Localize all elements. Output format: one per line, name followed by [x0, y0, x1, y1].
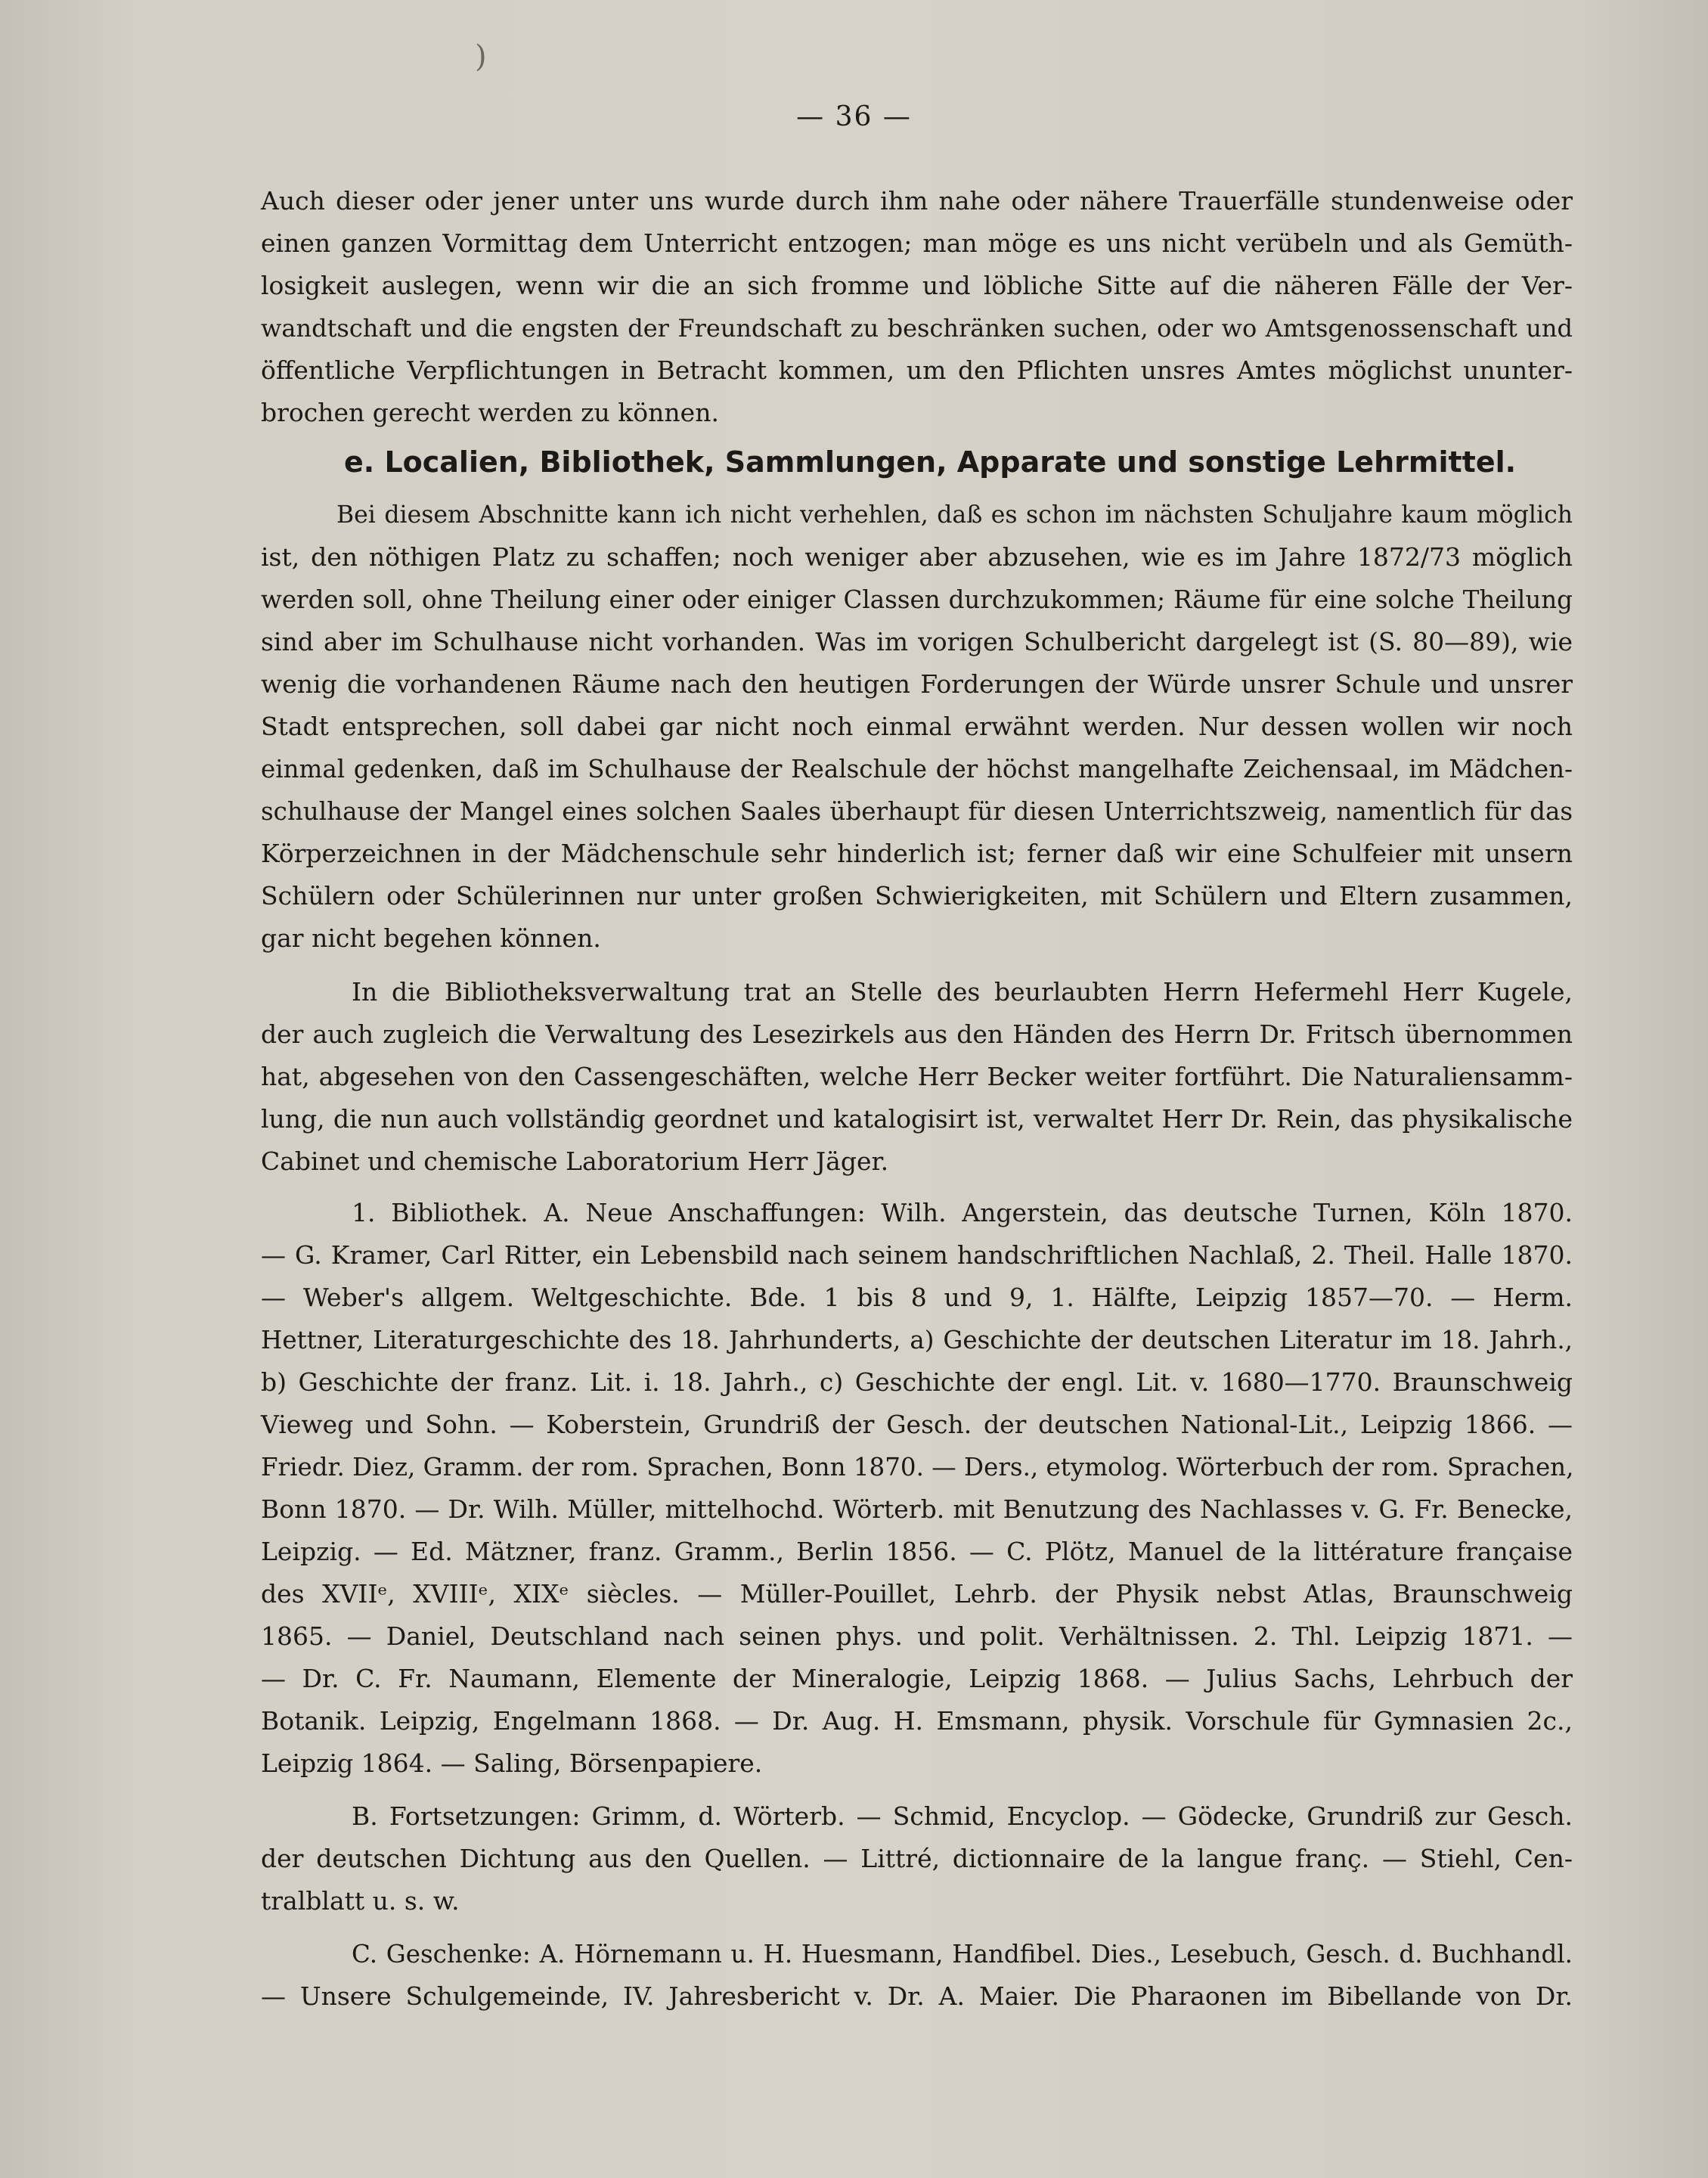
margin-mark: )	[475, 39, 487, 74]
text-line: Bei diesem Abschnitte kann ich nicht verhehlen, daß es schon im nächsten Schuljahre kaum möglich	[336, 501, 1573, 529]
text-line: 1865. — Daniel, Deutschland nach seinen phys. und polit. Verhältnissen. 2. Thl. Leipzig 1871. —	[261, 1621, 1573, 1651]
page-number: — 36 —	[796, 101, 912, 132]
text-line: ist, den nöthigen Platz zu schaffen; noch weniger aber abzusehen, wie es im Jahre 1872/73 möglich	[261, 542, 1573, 572]
text-line: der auch zugleich die Verwaltung des Lesezirkels aus den Händen des Herrn Dr. Fritsch übernommen	[261, 1019, 1573, 1049]
text-line: Friedr. Diez, Gramm. der rom. Sprachen, Bonn 1870. — Ders., etymolog. Wörterbuch der rom. Sprachen,	[261, 1453, 1574, 1481]
text-line: öffentliche Verpflichtungen in Betracht kommen, um den Pflichten unsres Amtes möglichst ununter-	[261, 355, 1573, 385]
text-line: lung, die nun auch vollständig geordnet und katalogisirt ist, verwaltet Herr Dr. Rein, das physikalische	[261, 1104, 1573, 1134]
text-line: Vieweg und Sohn. — Koberstein, Grundriß der Gesch. der deutschen National-Lit., Leipzig 1866. —	[261, 1410, 1573, 1439]
text-line: Leipzig. — Ed. Mätzner, franz. Gramm., Berlin 1856. — C. Plötz, Manuel de la littérature française	[261, 1537, 1573, 1566]
text-line: Bonn 1870. — Dr. Wilh. Müller, mittelhochd. Wörterb. mit Benutzung des Nachlasses v. G. Fr. Benecke,	[261, 1494, 1573, 1524]
text-line: In die Bibliotheksverwaltung trat an Stelle des beurlaubten Herrn Hefermehl Herr Kugele,	[352, 977, 1573, 1007]
text-line: — Dr. C. Fr. Naumann, Elemente der Mineralogie, Leipzig 1868. — Julius Sachs, Lehrbuch der	[261, 1664, 1573, 1693]
text-line: B. Fortsetzungen: Grimm, d. Wörterb. — Schmid, Encyclop. — Gödecke, Grundriß zur Gesch.	[352, 1801, 1573, 1831]
text-line: Stadt entsprechen, soll dabei gar nicht noch einmal erwähnt werden. Nur dessen wollen wir noch	[261, 712, 1573, 741]
text-line: Hettner, Literaturgeschichte des 18. Jahrhunderts, a) Geschichte der deutschen Literatur im 18. Jahrh.,	[261, 1326, 1573, 1354]
text-line: 1. Bibliothek. A. Neue Anschaffungen: Wilh. Angerstein, das deutsche Turnen, Köln 1870.	[352, 1198, 1573, 1227]
text-line: Körperzeichnen in der Mädchenschule sehr hinderlich ist; ferner daß wir eine Schulfeier mit unsern	[261, 839, 1573, 868]
section-heading: e. Localien, Bibliothek, Sammlungen, Apparate und sonstige Lehrmittel.	[344, 445, 1517, 479]
text-line: Botanik. Leipzig, Engelmann 1868. — Dr. Aug. H. Emsmann, physik. Vorschule für Gymnasien 2c.,	[261, 1706, 1573, 1736]
text-line: — Unsere Schulgemeinde, IV. Jahresbericht v. Dr. A. Maier. Die Pharaonen im Bibellande von Dr.	[261, 1981, 1573, 2011]
text-line: schulhause der Mangel eines solchen Saales überhaupt für diesen Unterrichtszweig, namentlich für das	[261, 797, 1573, 826]
text-line: Cabinet und chemische Laboratorium Herr Jäger.	[261, 1146, 889, 1176]
text-line: — Weber's allgem. Weltgeschichte. Bde. 1 bis 8 und 9, 1. Hälfte, Leipzig 1857—70. — Herm.	[261, 1283, 1573, 1312]
text-line: Leipzig 1864. — Saling, Börsenpapiere.	[261, 1748, 763, 1778]
text-line: wenig die vorhandenen Räume nach den heutigen Forderungen der Würde unsrer Schule und unsrer	[261, 669, 1573, 699]
text-line: einmal gedenken, daß im Schulhause der Realschule der höchst mangelhafte Zeichensaal, im Mädchen-	[261, 755, 1573, 783]
text-line: — G. Kramer, Carl Ritter, ein Lebensbild nach seinem handschriftlichen Nachlaß, 2. Theil. Halle 1870.	[261, 1240, 1573, 1270]
text-line: hat, abgesehen von den Cassengeschäften, welche Herr Becker weiter fortführt. Die Naturaliensamm-	[261, 1062, 1573, 1091]
text-line: tralblatt u. s. w.	[261, 1886, 460, 1916]
text-line: Schülern oder Schülerinnen nur unter großen Schwierigkeiten, mit Schülern und Eltern zusammen,	[261, 881, 1573, 911]
text-line: losigkeit auslegen, wenn wir die an sich fromme und löbliche Sitte auf die näheren Fälle der Ver-	[261, 271, 1573, 300]
text-line: der deutschen Dichtung aus den Quellen. — Littré, dictionnaire de la langue franç. — Stiehl, Cen-	[261, 1844, 1573, 1873]
text-line: sind aber im Schulhause nicht vorhanden. Was im vorigen Schulbericht dargelegt ist (S. 80—89), wie	[261, 627, 1573, 656]
text-line: Auch dieser oder jener unter uns wurde durch ihm nahe oder nähere Trauerfälle stundenweise oder	[261, 186, 1573, 216]
text-line: einen ganzen Vormittag dem Unterricht entzogen; man möge es uns nicht verübeln und als Gemüth-	[261, 228, 1573, 258]
text-line: werden soll, ohne Theilung einer oder einiger Classen durchzukommen; Räume für eine solche Theilung	[261, 585, 1573, 614]
text-line: C. Geschenke: A. Hörnemann u. H. Huesmann, Handfibel. Dies., Lesebuch, Gesch. d. Buchhandl.	[352, 1940, 1573, 1969]
text-line: des XVIIᵉ, XVIIIᵉ, XIXᵉ siècles. — Müller-Pouillet, Lehrb. der Physik nebst Atlas, Braunschweig	[261, 1579, 1573, 1609]
text-line: brochen gerecht werden zu können.	[261, 398, 719, 427]
text-line: wandtschaft und die engsten der Freundschaft zu beschränken suchen, oder wo Amtsgenossenschaft und	[261, 314, 1573, 343]
text-line: gar nicht begehen können.	[261, 923, 601, 953]
text-line: b) Geschichte der franz. Lit. i. 18. Jahrh., c) Geschichte der engl. Lit. v. 1680—1770. Braunschweig	[261, 1367, 1573, 1397]
